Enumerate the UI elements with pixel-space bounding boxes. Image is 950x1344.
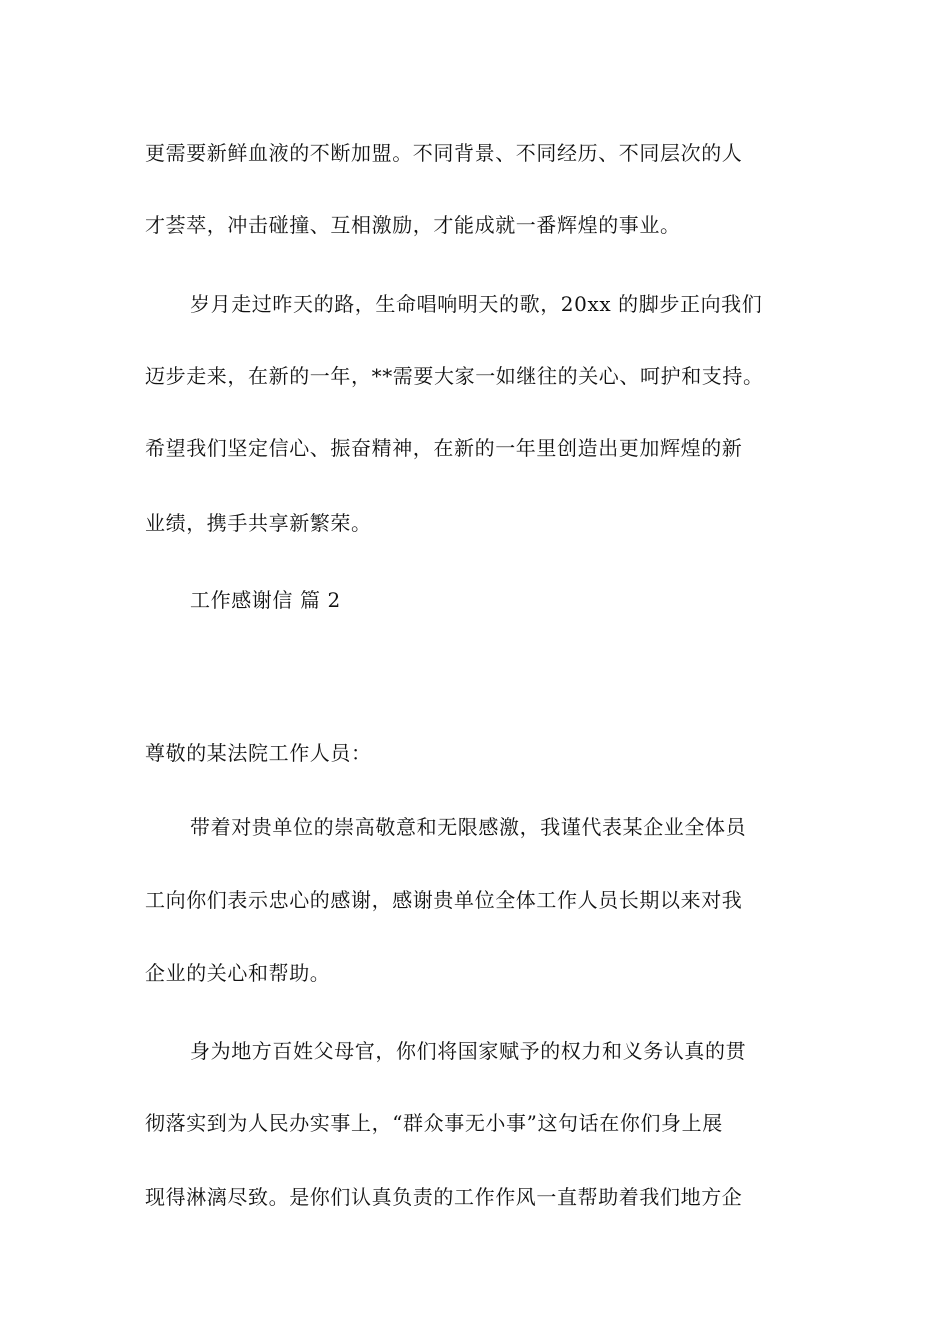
section-heading: 工作感谢信 篇 2	[190, 588, 341, 612]
paragraph-line: 现得淋漓尽致。是你们认真负责的工作作风一直帮助着我们地方企	[145, 1185, 743, 1209]
paragraph-line: 身为地方百姓父母官，你们将国家赋予的权力和义务认真的贯	[190, 1039, 747, 1063]
paragraph-line: 才荟萃，冲击碰撞、互相激励，才能成就一番辉煌的事业。	[145, 213, 681, 237]
paragraph-line: 企业的关心和帮助。	[145, 961, 331, 985]
paragraph-line: 工向你们表示忠心的感谢，感谢贵单位全体工作人员长期以来对我	[145, 888, 743, 912]
paragraph-line: 岁月走过昨天的路，生命唱响明天的歌，20xx 的脚步正向我们	[190, 292, 763, 316]
paragraph-line: 希望我们坚定信心、振奋精神，在新的一年里创造出更加辉煌的新	[145, 436, 743, 460]
paragraph-line: 迈步走来，在新的一年，**需要大家一如继往的关心、呵护和支持。	[145, 364, 764, 388]
paragraph-line: 更需要新鲜血液的不断加盟。不同背景、不同经历、不同层次的人	[145, 141, 743, 165]
salutation: 尊敬的某法院工作人员：	[145, 741, 372, 765]
paragraph-line: 带着对贵单位的崇高敬意和无限感激，我谨代表某企业全体员	[190, 815, 747, 839]
paragraph-line: 业绩，携手共享新繁荣。	[145, 511, 372, 535]
paragraph-line: 彻落实到为人民办实事上，“群众事无小事”这句话在你们身上展	[145, 1111, 723, 1135]
